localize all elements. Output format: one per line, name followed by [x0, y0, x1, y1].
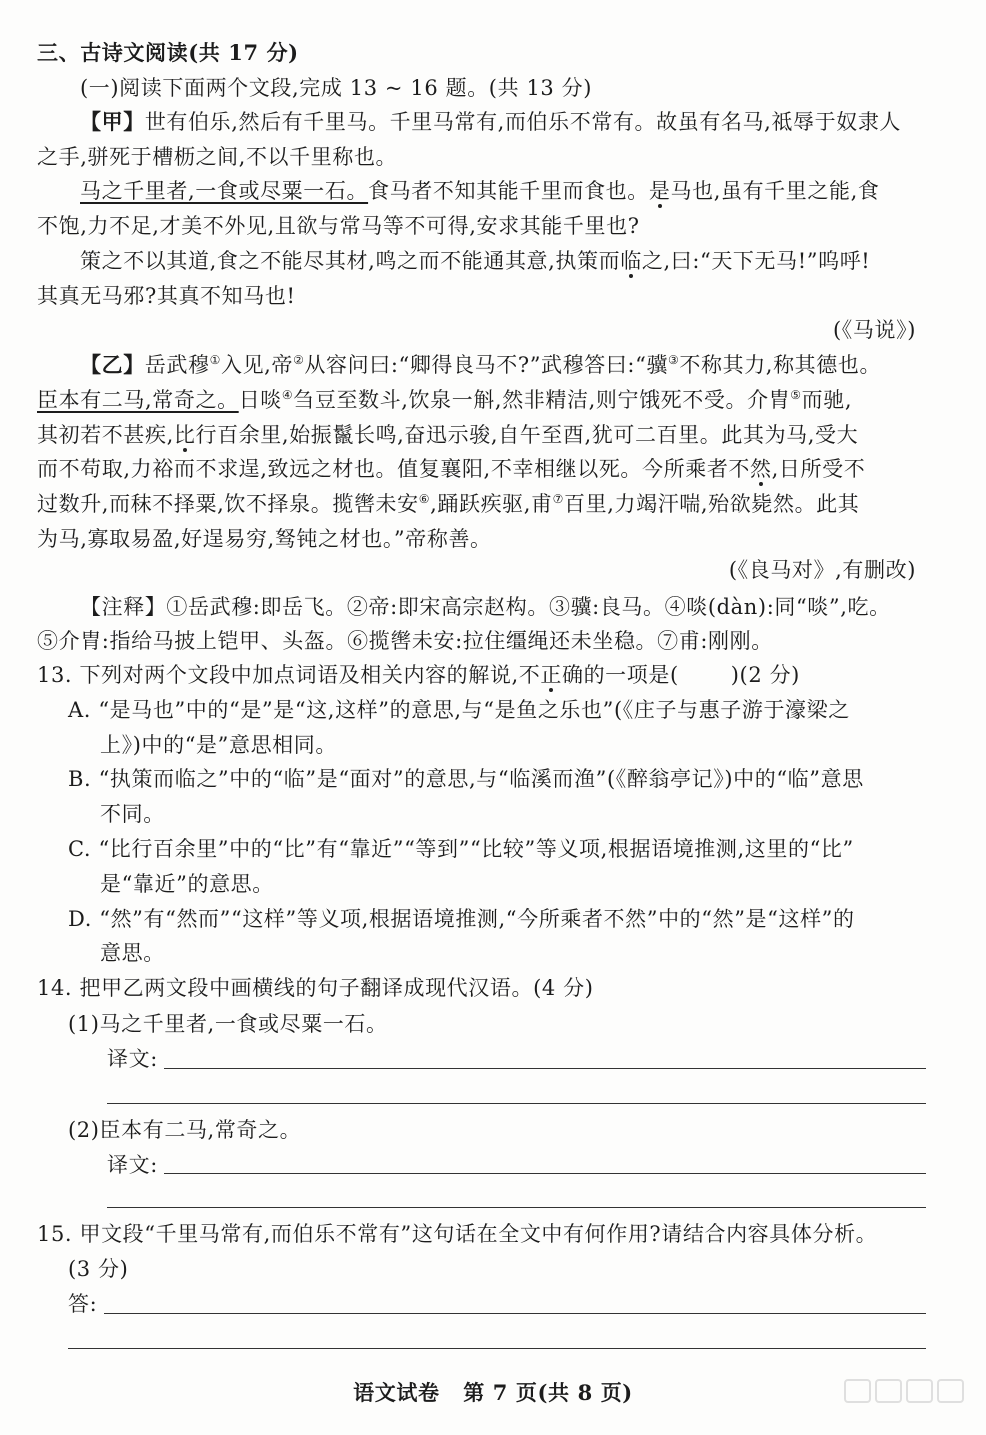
passage-yi-source: (《良马对》,有删改)	[728, 558, 916, 582]
passage-text: 而驰,	[801, 388, 853, 412]
note-ref: ③	[668, 353, 680, 367]
question-text: )(2 分)	[730, 663, 800, 687]
passage-yi-line-1	[80, 350, 881, 380]
page-footer: 语文试卷 第 7 页(共 8 页)	[353, 1380, 633, 1405]
q13-option-a-2: 上》)中的“是”意思相同。	[100, 733, 337, 757]
passage-yi-tag: 【乙】	[80, 352, 145, 377]
passage-text: 行百余里,始振鬣长鸣,奋迅示骏,自午至酉,犹可二百里。此其为马,受大	[195, 423, 859, 447]
note-ref: ②	[293, 353, 305, 367]
q14-answer-line-1a[interactable]	[164, 1068, 926, 1069]
q14-answer-line-2b[interactable]	[107, 1207, 926, 1208]
passage-yi-line-3	[37, 420, 858, 450]
passage-jia-line-3	[80, 176, 879, 206]
note-ref: ⑤	[790, 388, 802, 402]
dotted-word-bi: 比	[173, 423, 196, 447]
q13-option-a-1: A. “是马也”中的“是”是“这,这样”的意思,与“是鱼之乐也”(《庄子与惠子游于濠梁之	[68, 698, 850, 722]
passage-text: 食马者不知其能千里而食也。	[368, 179, 649, 203]
notes-line-1: 【注释】①岳武穆:即岳飞。②帝:即宋高宗赵构。③骥:良马。④啖(dàn):同“啖”,吃。	[80, 595, 891, 619]
note-ref: ⑥	[418, 492, 431, 506]
part-instruction: (一)阅读下面两个文段,完成 13 ~ 16 题。(共 13 分)	[80, 76, 593, 100]
passage-text: 岳武穆	[144, 353, 210, 377]
dotted-emphasis: 不正确	[518, 663, 584, 687]
passage-yi-line-5	[37, 489, 859, 519]
section-title: 三、古诗文阅读(共 17 分)	[37, 40, 299, 65]
passage-text: 从容问曰:“卿得良马不?”武穆答曰:“骥	[304, 353, 669, 377]
dotted-word-lin: 临	[620, 249, 642, 273]
passage-text: ,日所受不	[771, 457, 866, 481]
passage-yi-line-4	[37, 454, 865, 484]
passage-text: 世有伯乐,然后有千里马。千里马常有,而伯乐不常有。故虽有名马,祗辱于奴隶人	[144, 110, 902, 134]
watermark-logo	[844, 1379, 964, 1401]
q13-option-c-1: C. “比行百余里”中的“比”有“靠近”“等到”“比较”等义项,根据语境推测,这里的“比”	[68, 837, 854, 861]
underlined-sentence-2: 臣本有二马,常奇之。	[37, 388, 239, 412]
q13-option-c-2: 是“靠近”的意思。	[100, 872, 274, 896]
passage-yi-line-6: 为马,寡取易盈,好逞易穷,驽钝之材也。”帝称善。	[37, 527, 492, 551]
passage-text: 入见,帝	[220, 353, 294, 377]
passage-jia-source: (《马说》)	[833, 318, 916, 342]
passage-yi-line-2	[37, 385, 852, 415]
q15-score: (3 分)	[68, 1257, 129, 1281]
q14-sentence-1: (1)马之千里者,一食或尽粟一石。	[68, 1012, 388, 1036]
passage-text: 其初若不甚疾,	[37, 423, 174, 447]
passage-text: ,踊跃疾驱,甫	[430, 492, 553, 516]
passage-text: 而不苟取,力裕而不求逞,致远之材也。值复襄阳,不幸相继以死。今所乘者不	[37, 457, 751, 481]
q15-answer-label: 答:	[68, 1292, 98, 1316]
passage-text: 刍豆至数斗,饮泉一斛,然非精洁,则宁饿死不受。介胄	[293, 388, 791, 412]
note-ref: ①	[209, 353, 221, 367]
q13-stem	[37, 660, 800, 690]
passage-jia-line-4: 不饱,力不足,才美不外见,且欲与常马等不可得,安求其能千里也?	[37, 214, 640, 238]
dotted-word-shi: 是	[648, 179, 671, 203]
q14-answer-label-1: 译文:	[107, 1047, 158, 1071]
q14-sentence-2: (2)臣本有二马,常奇之。	[68, 1118, 302, 1142]
underlined-sentence-1: 马之千里者,一食或尽粟一石。	[80, 179, 369, 203]
q14-answer-line-1b[interactable]	[107, 1103, 926, 1104]
passage-text: 日啖	[238, 388, 282, 412]
notes-line-2: ⑤介胄:指给马披上铠甲、头盔。⑥揽辔未安:拉住缰绳还未坐稳。⑦甫:刚刚。	[37, 629, 773, 653]
passage-jia-line-6: 其真无马邪?其真不知马也!	[37, 284, 296, 308]
passage-text: 百里,力竭汗喘,殆欲毙然。此其	[564, 492, 860, 516]
q13-option-b-1: B. “执策而临之”中的“临”是“面对”的意思,与“临溪而渔”(《醉翁亭记》)中的“临”意思	[68, 767, 864, 791]
q15-answer-line-2[interactable]	[68, 1348, 926, 1349]
note-ref: ④	[281, 388, 294, 402]
passage-jia-line-1	[80, 107, 901, 137]
q14-answer-label-2: 译文:	[107, 1153, 158, 1177]
passage-text: 之,曰:“天下无马!”呜呼!	[641, 249, 871, 273]
passage-jia-line-5	[80, 246, 870, 276]
q13-option-d-2: 意思。	[100, 941, 165, 965]
q13-option-b-2: 不同。	[100, 802, 165, 826]
passage-text: 不称其力,称其德也。	[679, 353, 882, 377]
q15-stem: 15. 甲文段“千里马常有,而伯乐不常有”这句话在全文中有何作用?请结合内容具体分析。	[37, 1222, 878, 1246]
passage-jia-tag: 【甲】	[80, 109, 145, 134]
dotted-word-ran: 然	[750, 457, 772, 481]
note-ref: ⑦	[552, 492, 565, 506]
passage-text: 马也,虽有千里之能,食	[670, 179, 880, 203]
q14-stem: 14. 把甲乙两文段中画横线的句子翻译成现代汉语。(4 分)	[37, 976, 594, 1000]
passage-jia-line-2: 之手,骈死于槽枥之间,不以千里称也。	[37, 145, 398, 169]
q13-option-d-1: D. “然”有“然而”“这样”等义项,根据语境推测,“今所乘者不然”中的“然”是“这样”的	[68, 907, 855, 931]
q15-answer-line-1[interactable]	[104, 1313, 926, 1314]
question-text: 的一项是(	[583, 663, 679, 687]
question-text: 13. 下列对两个文段中加点词语及相关内容的解说,	[37, 663, 519, 687]
passage-text: 策之不以其道,食之不能尽其材,鸣之而不能通其意,执策而	[80, 249, 621, 273]
passage-text: 过数升,而秣不择粟,饮不择泉。揽辔未安	[37, 492, 419, 516]
q14-answer-line-2a[interactable]	[164, 1173, 926, 1174]
